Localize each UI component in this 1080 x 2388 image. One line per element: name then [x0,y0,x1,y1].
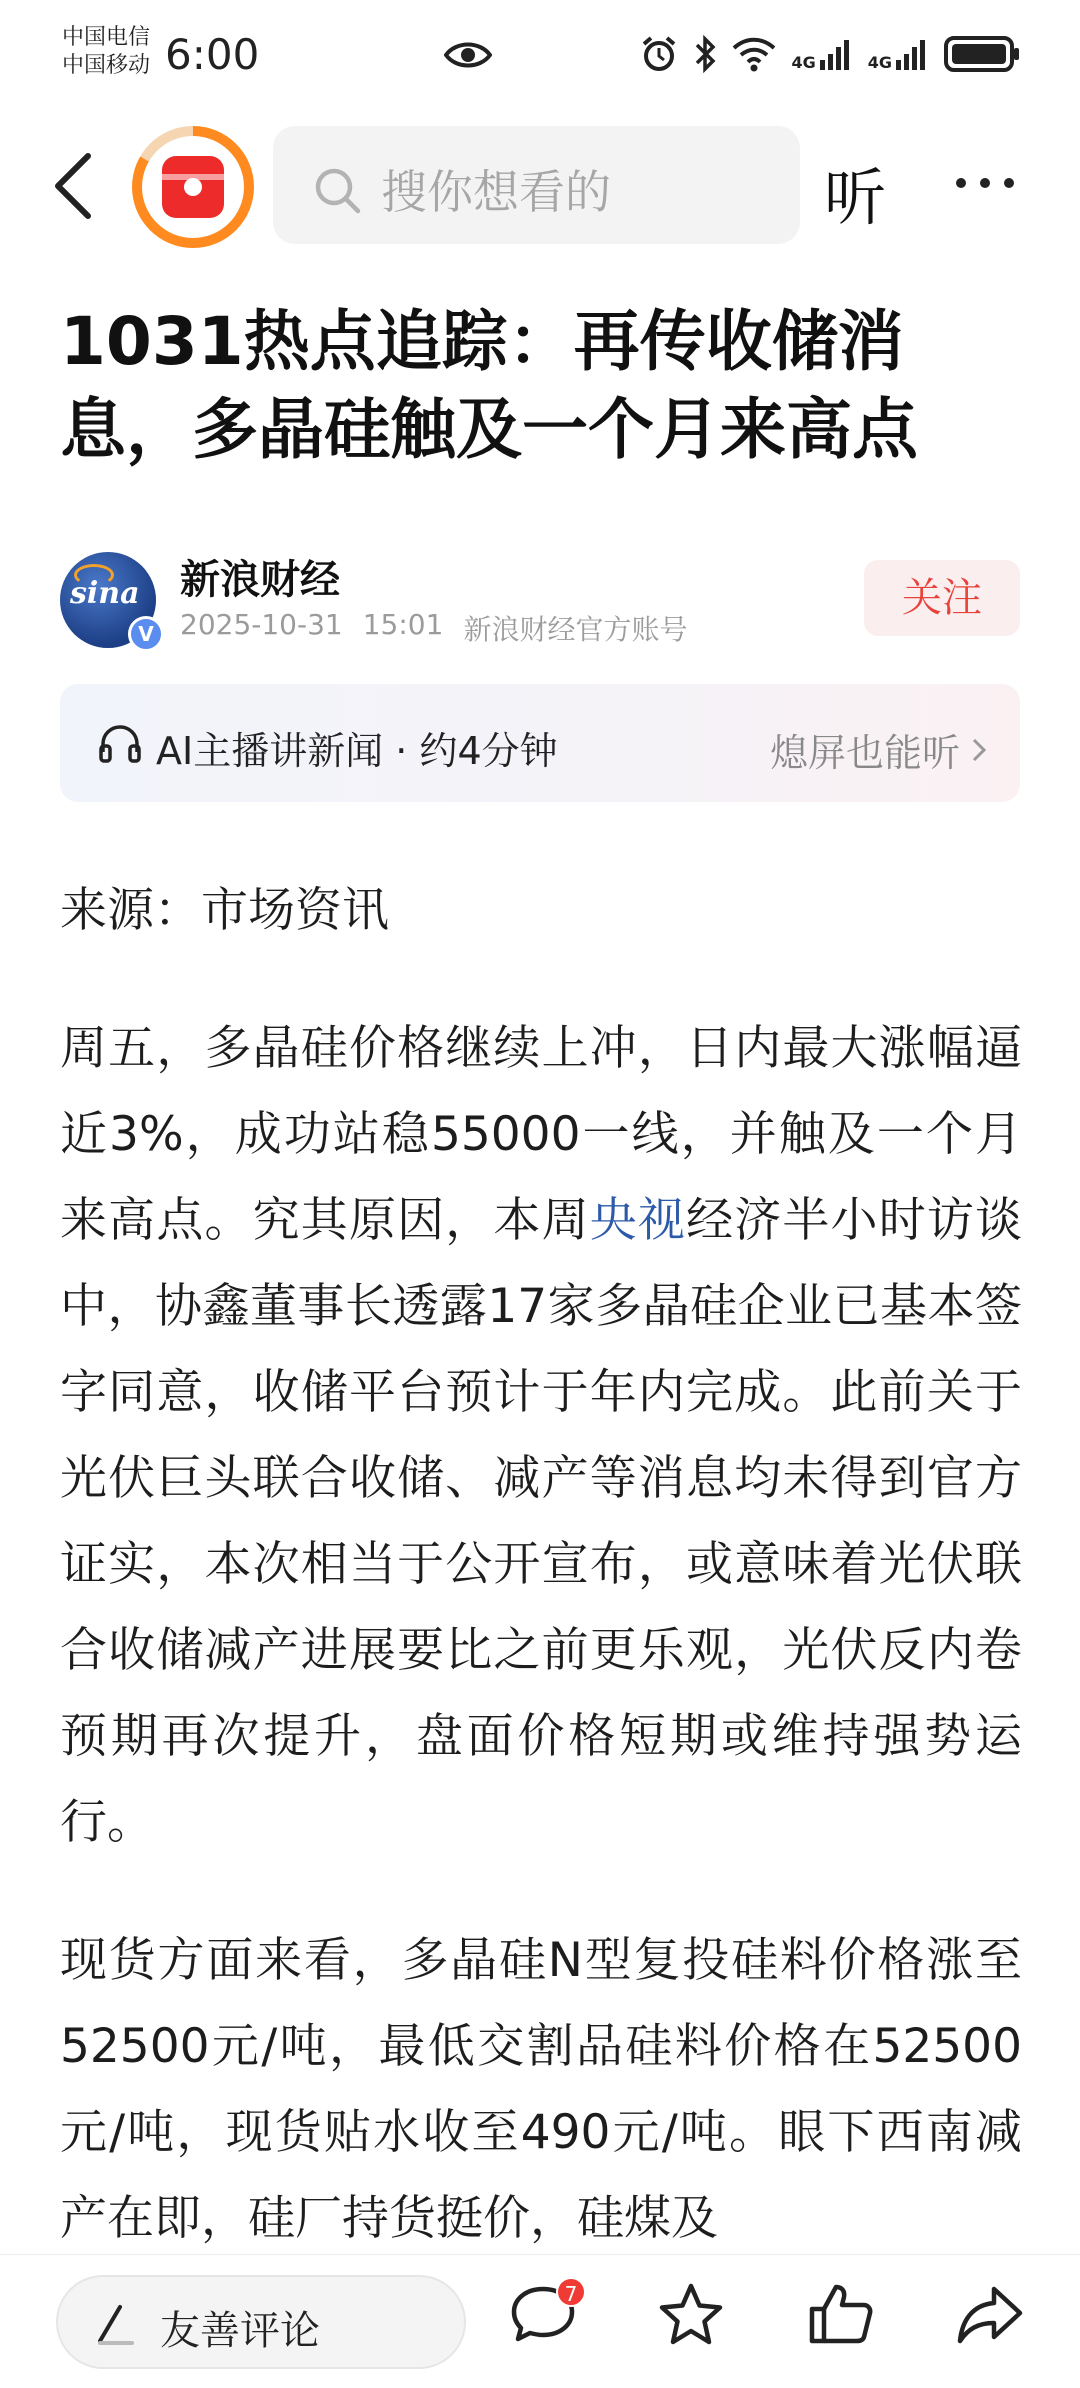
signal-bars-icon [818,36,854,72]
publish-date: 2025-10-31 [180,608,343,641]
carrier-2: 中国移动 [62,53,151,78]
screen-off-label: 熄屏也能听 [769,731,960,775]
article-paragraph [60,1006,1022,1866]
article-title: 1031热点追踪：再传收储消息，多晶硅触及一个月来高点 [60,303,918,468]
author-name[interactable]: 新浪财经 [180,557,340,603]
article-paragraph: 现货方面来看，多晶硅N型复投硅料价格涨至52500元/吨，最低交割品硅料价格在52500元/吨，现货贴水收至490元/吨。眼下西南减产在即，硅厂持货挺价，硅煤及 [60,1933,1022,2246]
back-arrow-icon[interactable] [48,150,98,222]
ai-audio-banner[interactable] [60,684,1020,802]
signal-1 [791,36,853,72]
network-type-1: 4G [791,53,816,72]
share-icon[interactable] [954,2281,1026,2347]
search-placeholder: 搜你想看的 [381,165,611,219]
follow-button[interactable]: 关注 [864,560,1020,636]
author-meta [180,608,687,648]
author-row [60,548,1020,648]
paragraph-text: 周五，多晶硅价格继续上冲，日内最大涨幅逼近3%，成功站稳55000一线，并触及一个月来高点。究其原因，本周 [60,1021,1022,1248]
signal-2 [868,36,930,72]
comment-placeholder: 友善评论 [160,2308,320,2354]
search-icon [313,166,363,216]
carrier-1: 中国电信 [62,25,151,50]
eye-comfort-icon [444,38,492,72]
status-time: 6:00 [165,30,260,79]
status-icons [639,34,1022,74]
paragraph-text: 经济半小时访谈中，协鑫董事长透露17家多晶硅企业已基本签字同意，收储平台预计于年内完成。此前关于光伏巨头联合收储、减产等消息均未得到官方证实，本次相当于公开宣布，或意味着光伏联合收储减产进展要比之前更乐观，光伏反内卷预期再次提升，盘面价格短期或维持强势运行。 [60,1193,1023,1850]
gift-box-icon [162,156,224,218]
headphones-icon [98,722,142,764]
bluetooth-icon [693,34,717,74]
author-account: 新浪财经官方账号 [463,613,688,646]
network-type-2: 4G [867,53,892,72]
battery-icon [944,34,1022,74]
app-logo[interactable] [132,126,254,248]
article-source: 来源：市场资讯 [60,883,389,938]
more-options-icon[interactable] [956,178,1014,188]
comment-input[interactable] [56,2275,466,2369]
status-bar [0,0,1080,120]
verified-badge-icon: V [128,616,164,652]
cctv-link[interactable]: 央视 [589,1193,687,1248]
wifi-icon [731,34,777,74]
search-bar[interactable] [273,126,800,244]
publish-time: 15:01 [362,608,444,641]
bottom-action-bar [0,2254,1080,2388]
comment-count-badge: 7 [556,2277,586,2307]
screen-off-listen[interactable] [770,722,986,777]
star-icon[interactable] [656,2281,726,2347]
chevron-right-icon [972,738,986,762]
alarm-icon [639,34,679,74]
listen-button[interactable]: 听 [824,161,887,234]
pen-icon [92,2303,138,2347]
ai-banner-label: AI主播讲新闻 · 约4分钟 [156,729,558,773]
top-nav [0,120,1080,250]
avatar-text: sina [70,576,140,611]
carrier-info [62,24,150,80]
signal-bars-icon [894,36,930,72]
thumbs-up-icon[interactable] [806,2281,876,2347]
article-body [60,868,1022,2314]
